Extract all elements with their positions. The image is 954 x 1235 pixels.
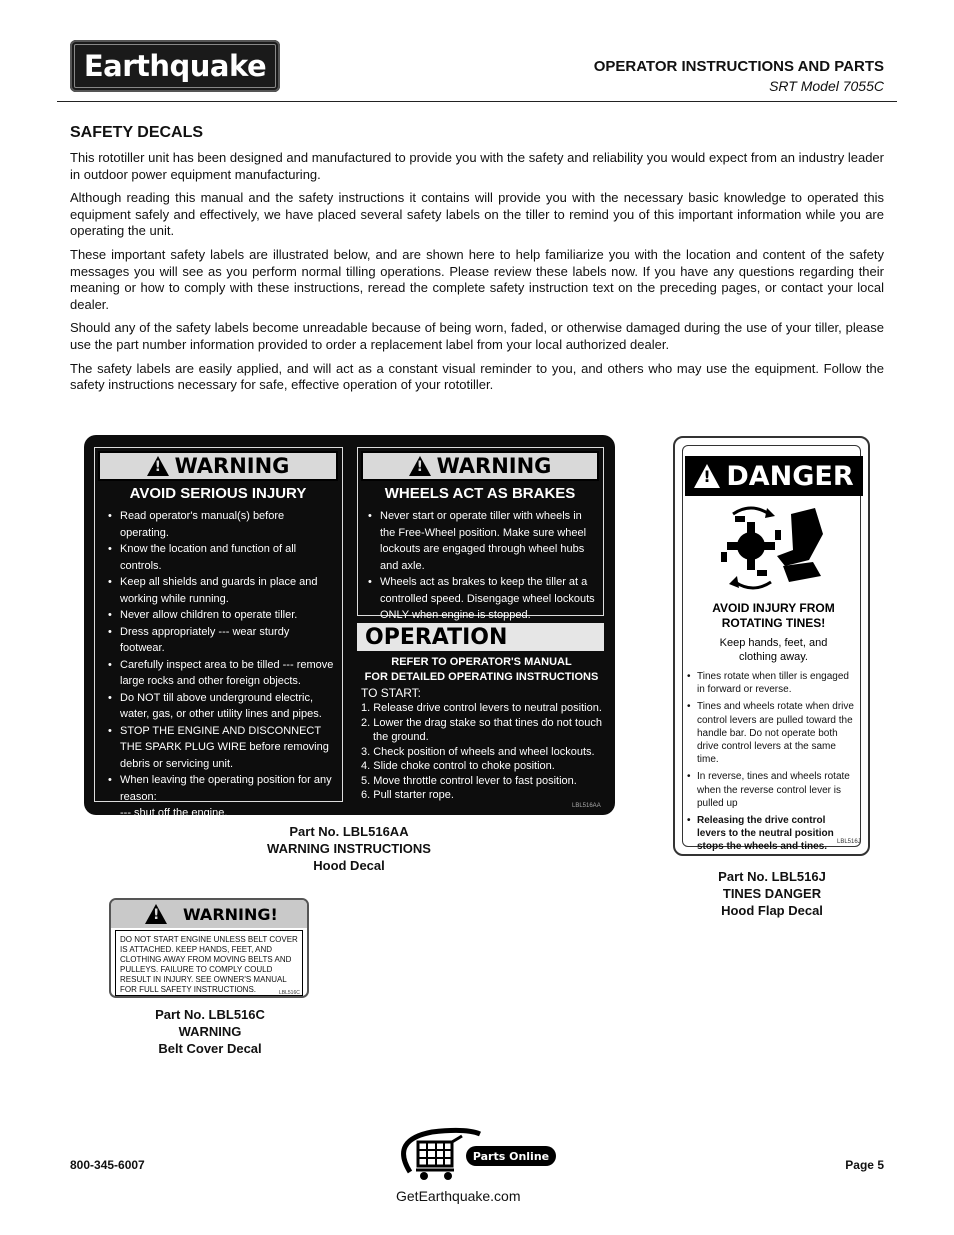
parts-online-cart-icon[interactable] (396, 1126, 558, 1184)
belt-decal-caption: Part No. LBL516C WARNING Belt Cover Decal (155, 1007, 265, 1056)
step: 1. Release drive control levers to neutral position. (361, 702, 602, 714)
belt-warning-heading: ! WARNING! (111, 900, 307, 928)
list-item: • In reverse, tines and wheels rotate when the reverse control lever is pulled up (687, 770, 855, 810)
list-item: • Tines rotate when tiller is engaged in forward or reverse. (687, 670, 855, 696)
step: 4. Slide choke control to choke position. (361, 760, 555, 772)
list-subitem: --- shut off the engine. (120, 807, 228, 819)
list-subitem: --- wait for all moving parts to stop. (120, 823, 289, 836)
step: 5. Move throttle control lever to fast position. (361, 774, 577, 787)
danger-list (687, 670, 855, 858)
list-item: • Never start or operate tiller with wheels in the Free-Wheel position. Make sure wheel lockouts are engaged through wheel hubs and axle. (368, 508, 596, 574)
warning-list (108, 508, 336, 838)
list-item: • STOP THE ENGINE AND DISCONNECT THE SPARK PLUG WIRE before removing debris or servicing unit. (108, 723, 336, 773)
decal-code: LBL516J (837, 839, 861, 845)
brand-logo (70, 40, 280, 92)
danger-decal (673, 436, 870, 856)
paragraph: The safety labels are easily applied, and will act as a constant visual reminder to you, and others who may use the equipment. Follow the safety instructions necessary for safe, effective operation of your rototiller. (70, 360, 884, 393)
parts-online-label: Parts Online (472, 1150, 550, 1163)
document-title: OPERATOR INSTRUCTIONS AND PARTS (593, 58, 884, 75)
warning-panel-right (357, 447, 604, 621)
website-url[interactable]: GetEarthquake.com (396, 1188, 521, 1204)
danger-decal-caption: Part No. LBL516J TINES DANGER Hood Flap Decal (718, 869, 826, 918)
step: 6. Pull starter rope. (361, 789, 454, 801)
warning-triangle-icon (409, 456, 431, 476)
rotating-tines-hand-icon (713, 504, 838, 594)
list-item: • Carefully inspect area to be tilled --- remove large rocks and other foreign objects. (108, 657, 336, 690)
list-item: • Dress appropriately --- wear sturdy footwear. (108, 624, 336, 657)
list-item: • Keep all shields and guards in place and working while running. (108, 574, 336, 607)
operation-steps (361, 701, 606, 803)
list-item: • Read operator's manual(s) before operating. (108, 508, 336, 541)
warning-panel-left (94, 447, 343, 836)
step: 3. Check position of wheels and wheel lockouts. (361, 745, 595, 758)
brand-logo-text: Earthquake (83, 49, 267, 83)
paragraph: Although reading this manual and the safety instructions it contains will provide you with the necessary basic knowledge to operated this equipment safely and effectively, we have placed several safety labels on the tiller to remind you of this important information while you are operating the unit. (70, 190, 884, 239)
operation-refer: REFER TO OPERATOR'S MANUAL FOR DETAILED OPERATING INSTRUCTIONS (364, 656, 599, 683)
hood-decal-caption: Part No. LBL516AA WARNING INSTRUCTIONS Hood Decal (267, 824, 431, 873)
danger-triangle-icon (694, 464, 720, 488)
operation-to-start: TO START: (361, 686, 422, 700)
header-divider (57, 101, 897, 102)
paragraph: This rototiller unit has been designed and manufactured to provide you with the safety and reliability you would expect from an industry leader in outdoor power equipment manufacturing. (70, 150, 884, 182)
list-item: • Do NOT till above underground electric, water, gas, or other utility lines and pipes. (108, 690, 336, 723)
phone-number: 800-345-6007 (70, 1158, 145, 1172)
intro-text (70, 150, 884, 401)
warning-subheading: WHEELS ACT AS BRAKES (384, 485, 576, 502)
belt-cover-decal (109, 898, 309, 998)
step: 2. Lower the drag stake so that tines do not touch (361, 716, 602, 729)
list-item: • Tines and wheels rotate when drive control levers are pulled toward the handle bar. Do not operate both drive control levers at the same time. (687, 700, 855, 766)
list-item: • When leaving the operating position for any reason: (108, 772, 336, 805)
danger-heading: ! DANGER (685, 456, 863, 496)
paragraph: Should any of the safety labels become unreadable because of being worn, faded, or otherwise damaged during the use of your tiller, please use the part number information provided to order a replacement label from your local authorized dealer. (70, 320, 884, 352)
model-name: SRT Model 7055C (769, 78, 884, 94)
danger-subheading: AVOID INJURY FROM ROTATING TINES! (712, 601, 835, 630)
warning-list (368, 508, 596, 624)
section-title: SAFETY DECALS (70, 124, 204, 141)
danger-lead: Keep hands, feet, and clothing away. (719, 637, 828, 663)
page-number: Page 5 (845, 1158, 884, 1172)
list-item: • Never allow children to operate tiller. (108, 607, 336, 624)
list-item: • Releasing the drive control levers to the neutral position stops the wheels and tines. (687, 814, 855, 854)
warning-heading: ! WARNING (98, 451, 338, 481)
list-item: • Know the location and function of all controls. (108, 541, 336, 574)
paragraph: These important safety labels are illustrated below, and are shown here to help familiarize you with the location and content of the safety messages you will see as you perform normal tilling operations. Please review these labels now. If you have any questions regarding their meaning or how to comply with these instructions, reread the complete safety instruction text on the preceding pages, or contact your local dealer. (70, 246, 884, 312)
list-item: • Wheels act as brakes to keep the tiller at a controlled speed. Disengage wheel lockouts ONLY when engine is stopped. (368, 574, 596, 624)
decal-code: LBL516C (279, 990, 300, 996)
warning-heading: ! WARNING (361, 451, 599, 481)
belt-warning-text: DO NOT START ENGINE UNLESS BELT COVER IS ATTACHED. KEEP HANDS, FEET, AND CLOTHING AWAY FROM MOVING BELTS AND PULLEYS. FAILURE TO COMPLY COULD RESULT IN INJURY. SEE OWNER'S MANUAL FOR FULL SAFETY INSTRUCTIONS. (115, 930, 303, 996)
step: the ground. (373, 731, 429, 743)
decal-code: LBL516AA (572, 803, 601, 809)
warning-triangle-icon (147, 456, 169, 476)
operation-heading: OPERATION (357, 623, 604, 651)
warning-subheading: AVOID SERIOUS INJURY (129, 485, 307, 502)
hood-decal (84, 435, 615, 836)
warning-triangle-icon (145, 904, 167, 924)
